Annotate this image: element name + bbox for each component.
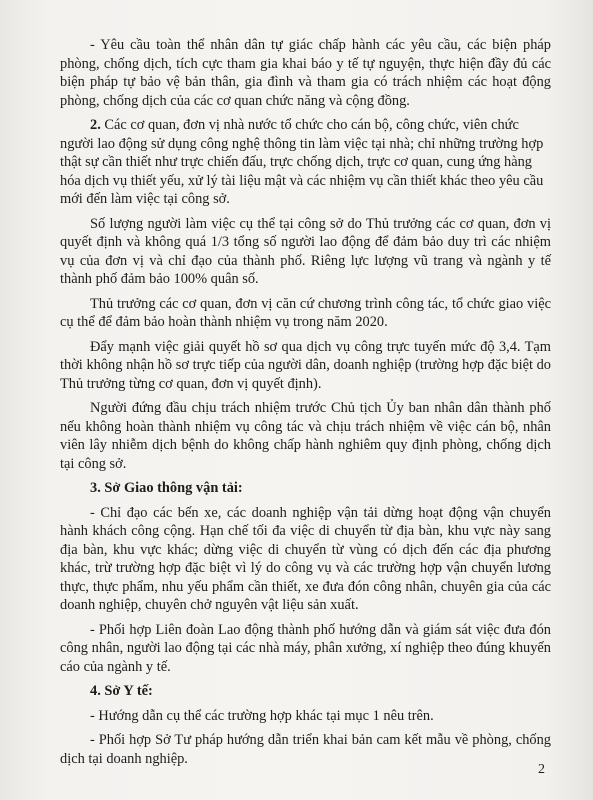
paragraph-transport-directive: - Chỉ đạo các bến xe, các doanh nghiệp vận tải dừng hoạt động vận chuyển hành khách công cộng. Hạn chế tối đa việc di chuyển từ địa bàn, khu vực này sang địa bàn, khu vực khác; dừng việc di chuyển từ vùng có dịch đến các địa phương khác, trừ trường hợp đặc biệt vì lý do công vụ và các trường hợp vận chuyển lương thực, thực phẩm, nhu yếu phẩm cần thiết, xe đưa đón công nhân, chuyên gia của các doanh nghiệp, chuyên chở nguyên vật liệu sản xuất. (60, 504, 551, 613)
section-4-heading: 4. Sở Y tế: (90, 683, 153, 699)
section-3-heading: 3. Sở Giao thông vận tải: (90, 480, 243, 496)
document-body (60, 36, 551, 774)
page-number: 2 (538, 762, 545, 777)
paragraph-citizen-requirements: - Yêu cầu toàn thể nhân dân tự giác chấp hành các yêu cầu, các biện pháp phòng, chống dịch, tích cực tham gia khai báo y tế tự nguyện, thực hiện đầy đủ các biện pháp tự bảo vệ bản thân, gia đình và tham gia có trách nhiệm các hoạt động phòng, chống dịch của các cơ quan chức năng và cộng đồng. (60, 37, 551, 109)
paragraph-leader-responsibility: Người đứng đầu chịu trách nhiệm trước Chủ tịch Ủy ban nhân dân thành phố nếu không hoàn thành nhiệm vụ công tác và chịu trách nhiệm về việc cán bộ, nhân viên lây nhiễm dịch bệnh do không chấp hành nghiêm quy định phòng, chống dịch tại công sở. (60, 400, 551, 472)
section-2-paragraph (60, 116, 551, 209)
paragraph-staff-quota: Số lượng người làm việc cụ thể tại công sở do Thủ trưởng các cơ quan, đơn vị quyết định và không quá 1/3 tổng số người lao động để đảm bảo duy trì các nhiệm vụ của đơn vị và chỉ đạo của thành phố. Riêng lực lượng vũ trang và ngành y tế thành phố đảm bảo 100% quân số. (60, 215, 551, 287)
paragraph-task-assignment: Thủ trưởng các cơ quan, đơn vị căn cứ chương trình công tác, tổ chức giao việc cụ thể để đảm bảo hoàn thành nhiệm vụ trong năm 2020. (60, 295, 551, 330)
paragraph-commitment-template: - Phối hợp Sở Tư pháp hướng dẫn triển khai bản cam kết mẫu về phòng, chống dịch tại doanh nghiệp. (60, 732, 551, 767)
section-2-text: Các cơ quan, đơn vị nhà nước tổ chức cho cán bộ, công chức, viên chức người lao động sử dụng công nghệ thông tin làm việc tại nhà; chỉ những trường hợp thật sự cần thiết như trực chiến đấu, trực chống dịch, trực cơ quan, cung ứng hàng hóa dịch vụ thiết yếu, xử lý tài liệu mật và các nhiệm vụ cần thiết khác theo yêu cầu mới đến làm việc tại công sở. (60, 117, 544, 207)
paragraph-online-services: Đẩy mạnh việc giải quyết hồ sơ qua dịch vụ công trực tuyến mức độ 3,4. Tạm thời không nhận hồ sơ trực tiếp của người dân, doanh nghiệp (trường hợp đặc biệt do Thủ trưởng từng cơ quan, đơn vị quyết định). (60, 338, 551, 392)
paragraph-labor-federation: - Phối hợp Liên đoàn Lao động thành phố hướng dẫn và giám sát việc đưa đón công nhân, người lao động tại các nhà máy, phân xưởng, xí nghiệp theo đúng khuyến cáo của ngành y tế. (60, 621, 551, 675)
section-2-number: 2. (90, 117, 101, 133)
paragraph-health-guidance: - Hướng dẫn cụ thể các trường hợp khác tại mục 1 nêu trên. (90, 707, 434, 724)
